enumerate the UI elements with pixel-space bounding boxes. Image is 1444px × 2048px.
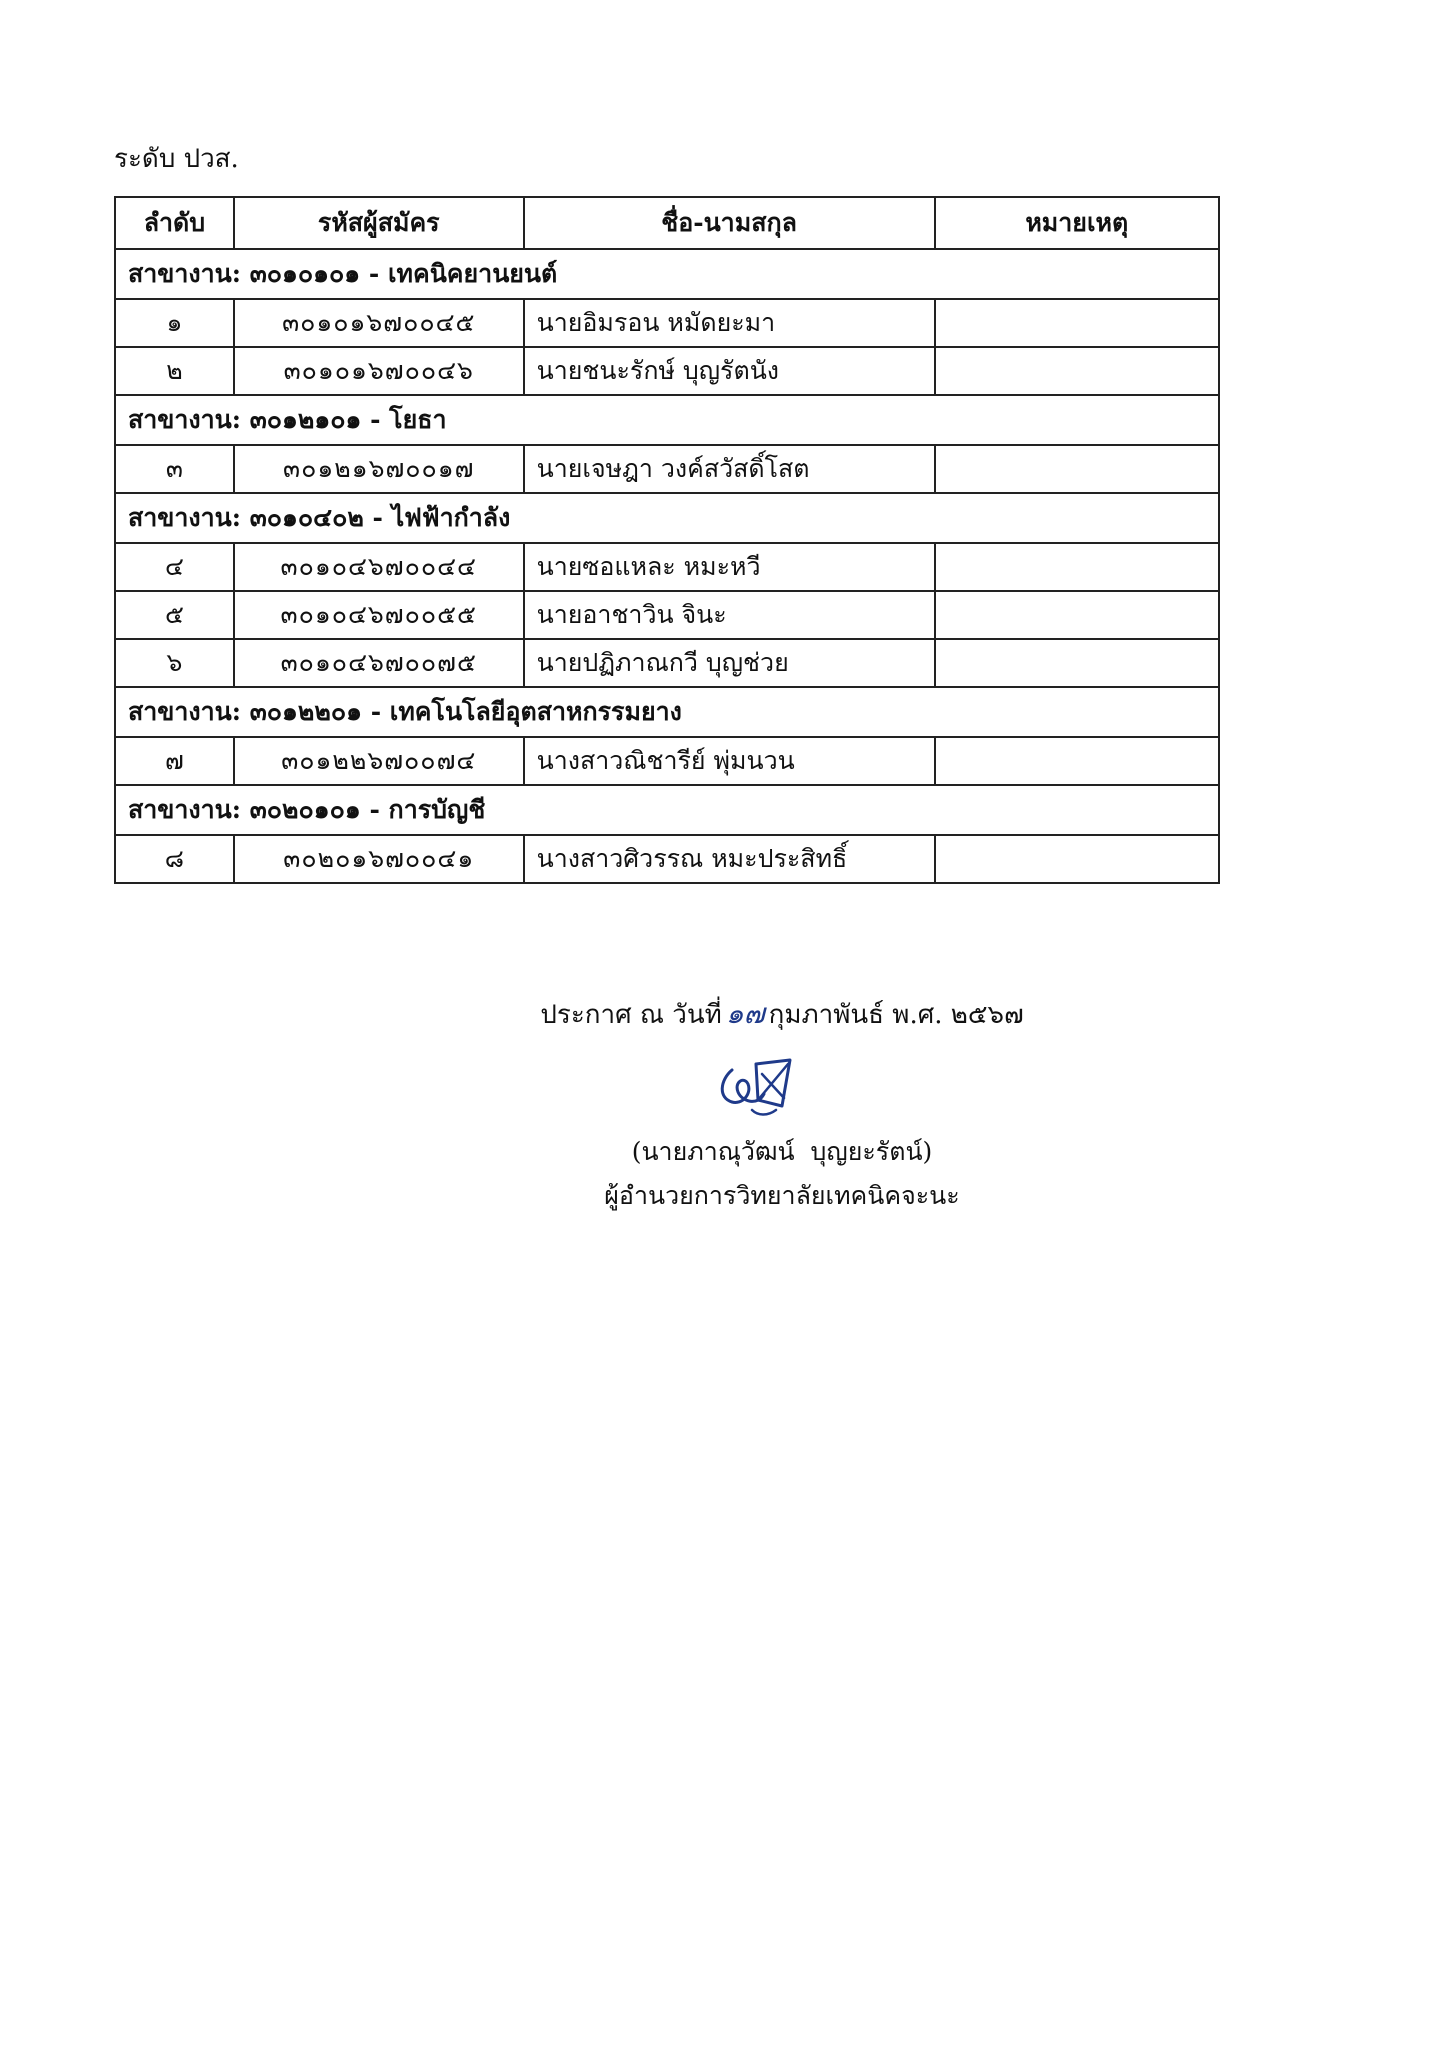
row-remark	[935, 445, 1219, 493]
table-row	[115, 737, 1219, 785]
row-seq: ๒	[115, 347, 234, 395]
level-heading: ระดับ ปวส.	[114, 144, 239, 174]
table-row	[115, 591, 1219, 639]
row-code: ๓๐๑๒๑๖๗๐๐๑๗	[234, 445, 524, 493]
row-name: นายอาชาวิน จินะ	[524, 591, 935, 639]
department-row	[115, 493, 1219, 543]
table-header-row	[115, 197, 1219, 249]
signature-icon	[712, 1050, 802, 1122]
department-row	[115, 785, 1219, 835]
header-name: ชื่อ-นามสกุล	[524, 197, 935, 249]
department-row	[115, 687, 1219, 737]
row-remark	[935, 737, 1219, 785]
announcement-suffix: กุมภาพันธ์ พ.ศ. ๒๕๖๗	[768, 1000, 1024, 1030]
department-row	[115, 249, 1219, 299]
signer-name: (นายภาณุวัฒน์ บุญยะรัตน์)	[631, 1137, 933, 1166]
row-name: นายเจษฎา วงค์สวัสดิ์โสต	[524, 445, 935, 493]
row-seq: ๓	[115, 445, 234, 493]
row-remark	[935, 543, 1219, 591]
header-seq: ลำดับ	[115, 197, 234, 249]
row-seq: ๕	[115, 591, 234, 639]
row-code: ๓๐๑๒๒๖๗๐๐๗๔	[234, 737, 524, 785]
department-label: สาขางาน: ๓๐๑๒๑๐๑ - โยธา	[115, 395, 1219, 445]
row-remark	[935, 835, 1219, 883]
department-label: สาขางาน: ๓๐๑๐๑๐๑ - เทคนิคยานยนต์	[115, 249, 1219, 299]
row-code: ๓๐๑๐๑๖๗๐๐๔๕	[234, 299, 524, 347]
row-seq: ๔	[115, 543, 234, 591]
header-remark: หมายเหตุ	[935, 197, 1219, 249]
row-remark	[935, 347, 1219, 395]
announcement-prefix: ประกาศ ณ วันที่	[540, 1000, 722, 1030]
row-remark	[935, 299, 1219, 347]
row-code: ๓๐๑๐๑๖๗๐๐๔๖	[234, 347, 524, 395]
row-remark	[935, 591, 1219, 639]
row-name: นายปฏิภาณกวี บุญช่วย	[524, 639, 935, 687]
announcement-line	[0, 992, 1444, 1036]
department-label: สาขางาน: ๓๐๑๒๒๐๑ - เทคโนโลยีอุตสาหกรรมยาง	[115, 687, 1219, 737]
department-row	[115, 395, 1219, 445]
table-row	[115, 543, 1219, 591]
signer-block	[0, 1130, 1444, 1218]
table-row	[115, 445, 1219, 493]
row-name: นายซอแหละ หมะหวี	[524, 543, 935, 591]
signer-title: ผู้อำนวยการวิทยาลัยเทคนิคจะนะ	[604, 1181, 960, 1210]
row-code: ๓๐๑๐๔๖๗๐๐๔๔	[234, 543, 524, 591]
row-seq: ๑	[115, 299, 234, 347]
row-name: นางสาวศิวรรณ หมะประสิทธิ์	[524, 835, 935, 883]
table-row	[115, 639, 1219, 687]
table-row	[115, 299, 1219, 347]
row-code: ๓๐๒๐๑๖๗๐๐๔๑	[234, 835, 524, 883]
row-remark	[935, 639, 1219, 687]
announcement-day: ๑๗	[725, 997, 765, 1030]
row-code: ๓๐๑๐๔๖๗๐๐๕๕	[234, 591, 524, 639]
row-seq: ๗	[115, 737, 234, 785]
row-name: นายชนะรักษ์ บุญรัตนัง	[524, 347, 935, 395]
table-row	[115, 347, 1219, 395]
department-label: สาขางาน: ๓๐๒๐๑๐๑ - การบัญชี	[115, 785, 1219, 835]
applicant-table	[114, 196, 1220, 884]
row-seq: ๖	[115, 639, 234, 687]
row-name: นายอิมรอน หมัดยะมา	[524, 299, 935, 347]
table-row	[115, 835, 1219, 883]
row-seq: ๘	[115, 835, 234, 883]
header-code: รหัสผู้สมัคร	[234, 197, 524, 249]
row-code: ๓๐๑๐๔๖๗๐๐๗๕	[234, 639, 524, 687]
department-label: สาขางาน: ๓๐๑๐๔๐๒ - ไฟฟ้ากำลัง	[115, 493, 1219, 543]
row-name: นางสาวณิชารีย์ พุ่มนวน	[524, 737, 935, 785]
